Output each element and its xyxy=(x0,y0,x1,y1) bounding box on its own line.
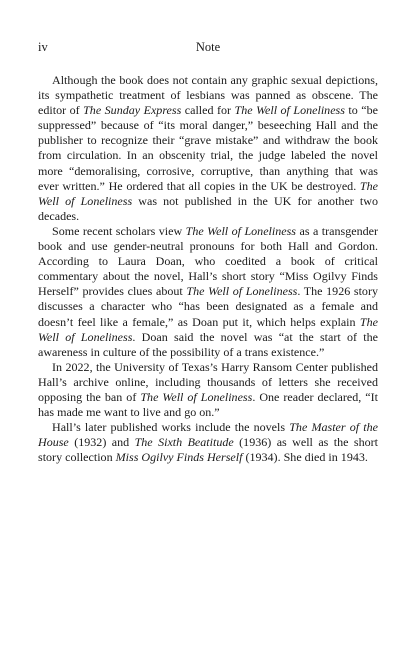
italic-title: The Well of Loneliness xyxy=(234,103,345,118)
italic-title: Miss Ogilvy Finds Herself xyxy=(115,450,243,465)
text-run: Although the book does not contain any graphic sexual depictions, its sympathetic treatment of lesbians was panned as obscene. The editor of xyxy=(38,73,378,118)
italic-title: The Master of the House xyxy=(38,420,378,450)
text-run: . One reader declared, “It has made me want to live and go on.” xyxy=(38,389,379,420)
paragraph xyxy=(38,73,378,224)
italic-title: The Sunday Express xyxy=(83,103,182,118)
italic-title: The Well of Loneliness xyxy=(38,314,378,344)
running-title: Note xyxy=(195,40,221,54)
text-run: Some recent scholars view xyxy=(52,223,186,238)
running-header xyxy=(38,40,378,56)
body-text xyxy=(38,73,378,465)
italic-title: The Well of Loneliness xyxy=(185,223,296,238)
text-run: (1934). She died in 1943. xyxy=(242,450,368,465)
italic-title: The Well of Loneliness xyxy=(186,284,298,299)
paragraph xyxy=(38,224,378,360)
paragraph xyxy=(38,420,378,465)
text-run: as a transgender book and use gender-neutral pronouns for both Hall and Gordon. According to Laura Doan, who coedited a book of critical commentary about the novel, Hall’s short story “Miss Ogilvy Finds Herself” provides clues about xyxy=(38,223,378,299)
paragraph xyxy=(38,360,378,420)
page-number: iv xyxy=(38,40,48,54)
italic-title: The Well of Loneliness xyxy=(140,389,253,404)
text-run: to “be suppressed” because of “its moral danger,” beseeching Hall and the publisher to recognize their “grave mistake” and withdraw the book from circulation. In an obscenity trial, the judge labeled the novel more “demoralising, corrosive, corruptive, than anything that was ever written.” He ordered that all copies in the UK be destroyed. xyxy=(38,103,378,193)
text-run: (1936) as well as the short story collection xyxy=(38,435,379,465)
italic-title: The Sixth Beatitude xyxy=(134,435,234,450)
text-run: was not published in the UK for another two decades. xyxy=(38,193,378,223)
text-run: . Doan said the novel was “at the start of the awareness in culture of the possibility of a trans existence.” xyxy=(38,329,378,359)
italic-title: The Well of Loneliness xyxy=(38,178,378,208)
text-run: In 2022, the University of Texas’s Harry Ransom Center published Hall’s archive online, including thousands of letters she received opposing the ban of xyxy=(38,359,378,404)
text-run: . The 1926 story discusses a character who “has been designated as a female and doesn’t feel like a female,” as Doan put it, which helps explain xyxy=(38,284,378,329)
text-run: (1932) and xyxy=(68,435,135,450)
text-run: called for xyxy=(181,103,235,118)
text-run: Hall’s later published works include the novels xyxy=(52,420,290,435)
